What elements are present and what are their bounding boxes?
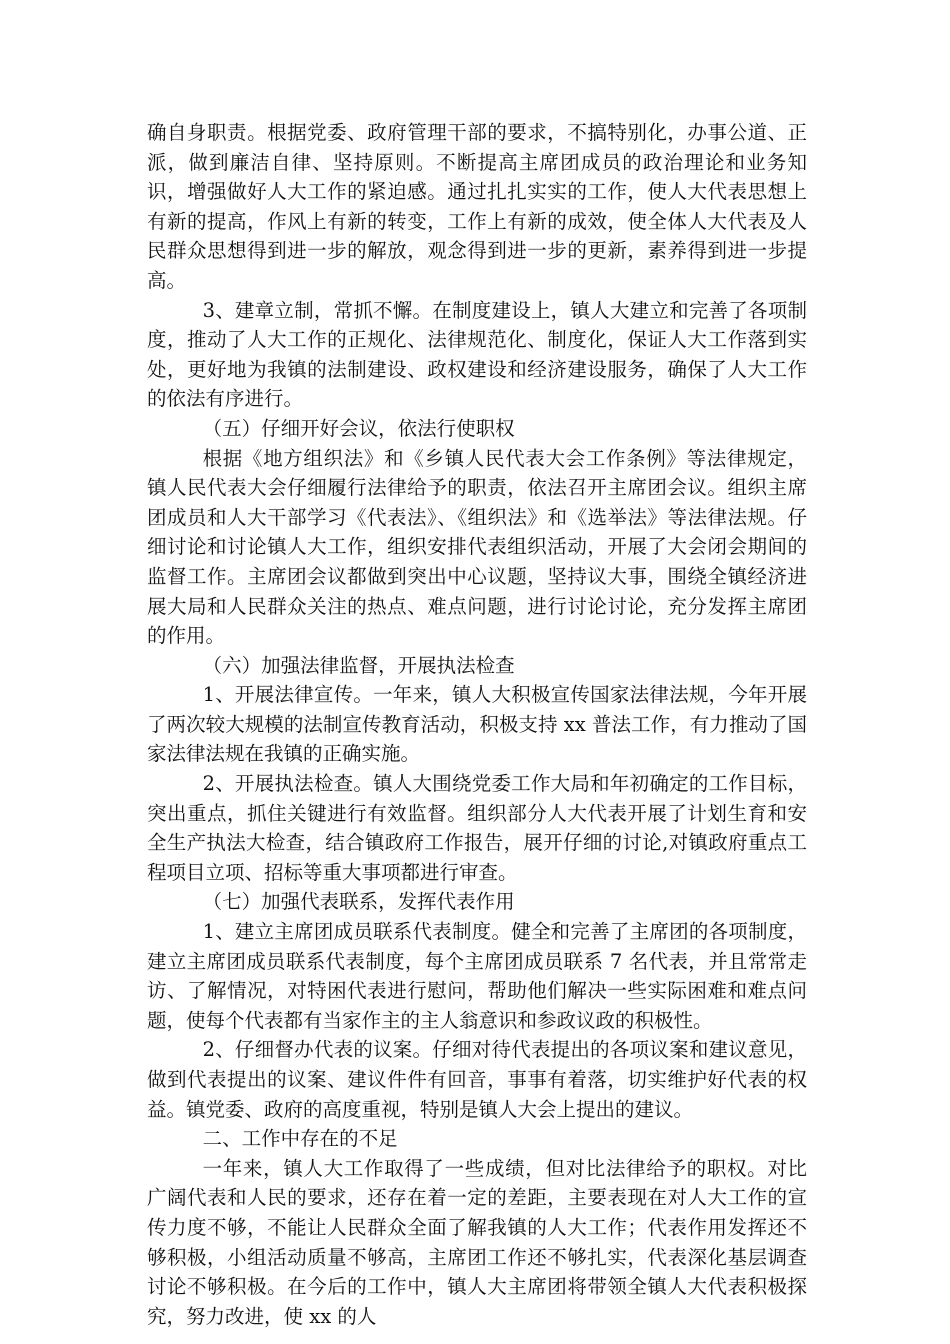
paragraph-meetings: 根据《地方组织法》和《乡镇人民代表大会工作条例》等法律规定，镇人民代表大会仔细履行法律给予的职责，依法召开主席团会议。组织主席团成员和人大干部学习《代表法》、《组织法》和《选举法》等法律法规。仔细讨论和讨论镇人大工作，组织安排代表组织活动，开展了大会闭会期间的监督工作。主席团会议都做到突出中心议题，坚持议大事，围绕全镇经济进展大局和人民群众关注的热点、难点问题，进行讨论讨论，充分发挥主席团的作用。 bbox=[147, 446, 807, 648]
document-body bbox=[147, 118, 807, 1331]
section-heading-7: （七）加强代表联系，发挥代表作用 bbox=[202, 890, 515, 914]
paragraph-proposals: 2、仔细督办代表的议案。仔细对待代表提出的各项议案和建议意见，做到代表提出的议案、建议件件有回音，事事有着落，切实维护好代表的权益。镇党委、政府的高度重视，特别是镇人大会上提出的建议。 bbox=[147, 1038, 807, 1121]
paragraph-contact-system: 1、建立主席团成员联系代表制度。健全和完善了主席团的各项制度，建立主席团成员联系代表制度，每个主席团成员联系 7 名代表，并且常常走访、了解情况，对特困代表进行慰问，帮助他们解决一些实际困难和难点问题，使每个代表都有当家作主的主人翁意识和参政议政的积极性。 bbox=[147, 920, 807, 1032]
section-heading-6: （六）加强法律监督，开展执法检查 bbox=[202, 653, 515, 677]
paragraph-law-enforcement: 2、开展执法检查。镇人大围绕党委工作大局和年初确定的工作目标，突出重点，抓住关键进行有效监督。组织部分人大代表开展了计划生育和安全生产执法大检查，结合镇政府工作报告，展开仔细的讨论,对镇政府重点工程项目立项、招标等重大事项都进行审查。 bbox=[147, 772, 807, 884]
paragraph-duties: 确自身职责。根据党委、政府管理干部的要求，不搞特别化，办事公道、正派，做到廉洁自律、坚持原则。不断提高主席团成员的政治理论和业务知识，增强做好人大工作的紧迫感。通过扎扎实实的工作，使人大代表思想上有新的提高，作风上有新的转变，工作上有新的成效，使全体人大代表及人民群众思想得到进一步的解放，观念得到进一步的更新，素养得到进一步提高。 bbox=[147, 121, 807, 292]
paragraph-system-building: 3、建章立制，常抓不懈。在制度建设上，镇人大建立和完善了各项制度，推动了人大工作的正规化、法律规范化、制度化，保证人大工作落到实处，更好地为我镇的法制建设、政权建设和经济建设服务，确保了人大工作的依法有序进行。 bbox=[147, 298, 807, 411]
paragraph-law-publicity: 1、开展法律宣传。一年来，镇人大积极宣传国家法律法规，今年开展了两次较大规模的法制宣传教育活动，积极支持 xx 普法工作，有力推动了国家法律法规在我镇的正确实施。 bbox=[147, 683, 807, 766]
section-heading-shortcomings: 二、工作中存在的不足 bbox=[202, 1127, 398, 1151]
paragraph-shortcomings: 一年来，镇人大工作取得了一些成绩，但对比法律给予的职权。对比广阔代表和人民的要求，还存在着一定的差距，主要表现在对人大工作的宣传力度不够，不能让人民群众全面了解我镇的人大工作；代表作用发挥还不够积极，小组活动质量不够高，主席团工作还不够扎实，代表深化基层调查讨论不够积极。在今后的工作中，镇人大主席团将带领全镇人大代表积极探究，努力改进，使 xx 的人 bbox=[147, 1156, 807, 1328]
section-heading-5: （五）仔细开好会议，依法行使职权 bbox=[202, 416, 515, 440]
